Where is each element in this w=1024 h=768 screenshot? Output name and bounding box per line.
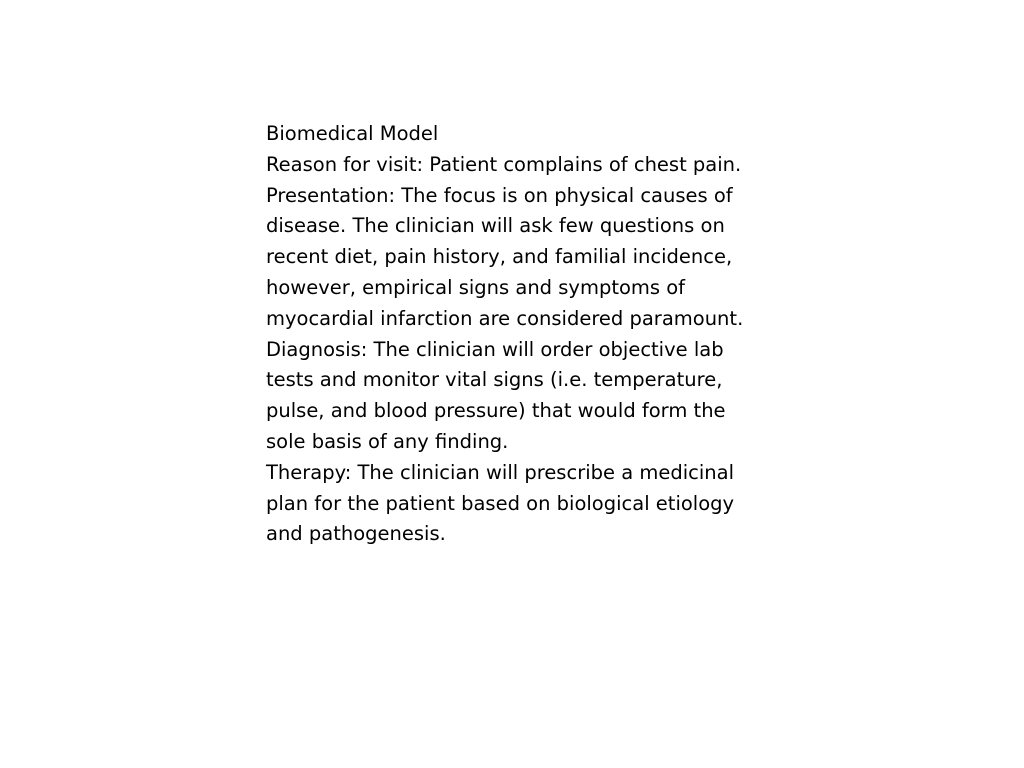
diagnosis-paragraph: Diagnosis: The clinician will order objective lab tests and monitor vital signs (i.e. temperature, pulse, and blood pressure) that would form the sole basis of any finding. <box>266 337 726 453</box>
therapy-paragraph: Therapy: The clinician will prescribe a medicinal plan for the patient based on biological etiology and pathogenesis. <box>266 460 735 546</box>
slide-title: Biomedical Model <box>266 122 439 145</box>
reason-for-visit: Reason for visit: Patient complains of chest pain. <box>266 152 742 176</box>
slide-text-box <box>266 119 766 550</box>
presentation-paragraph: Presentation: The focus is on physical causes of disease. The clinician will ask few questions on recent diet, pain history, and familial incidence, however, empirical signs and symptoms of myocardial infarction are considered paramount. <box>266 183 744 330</box>
